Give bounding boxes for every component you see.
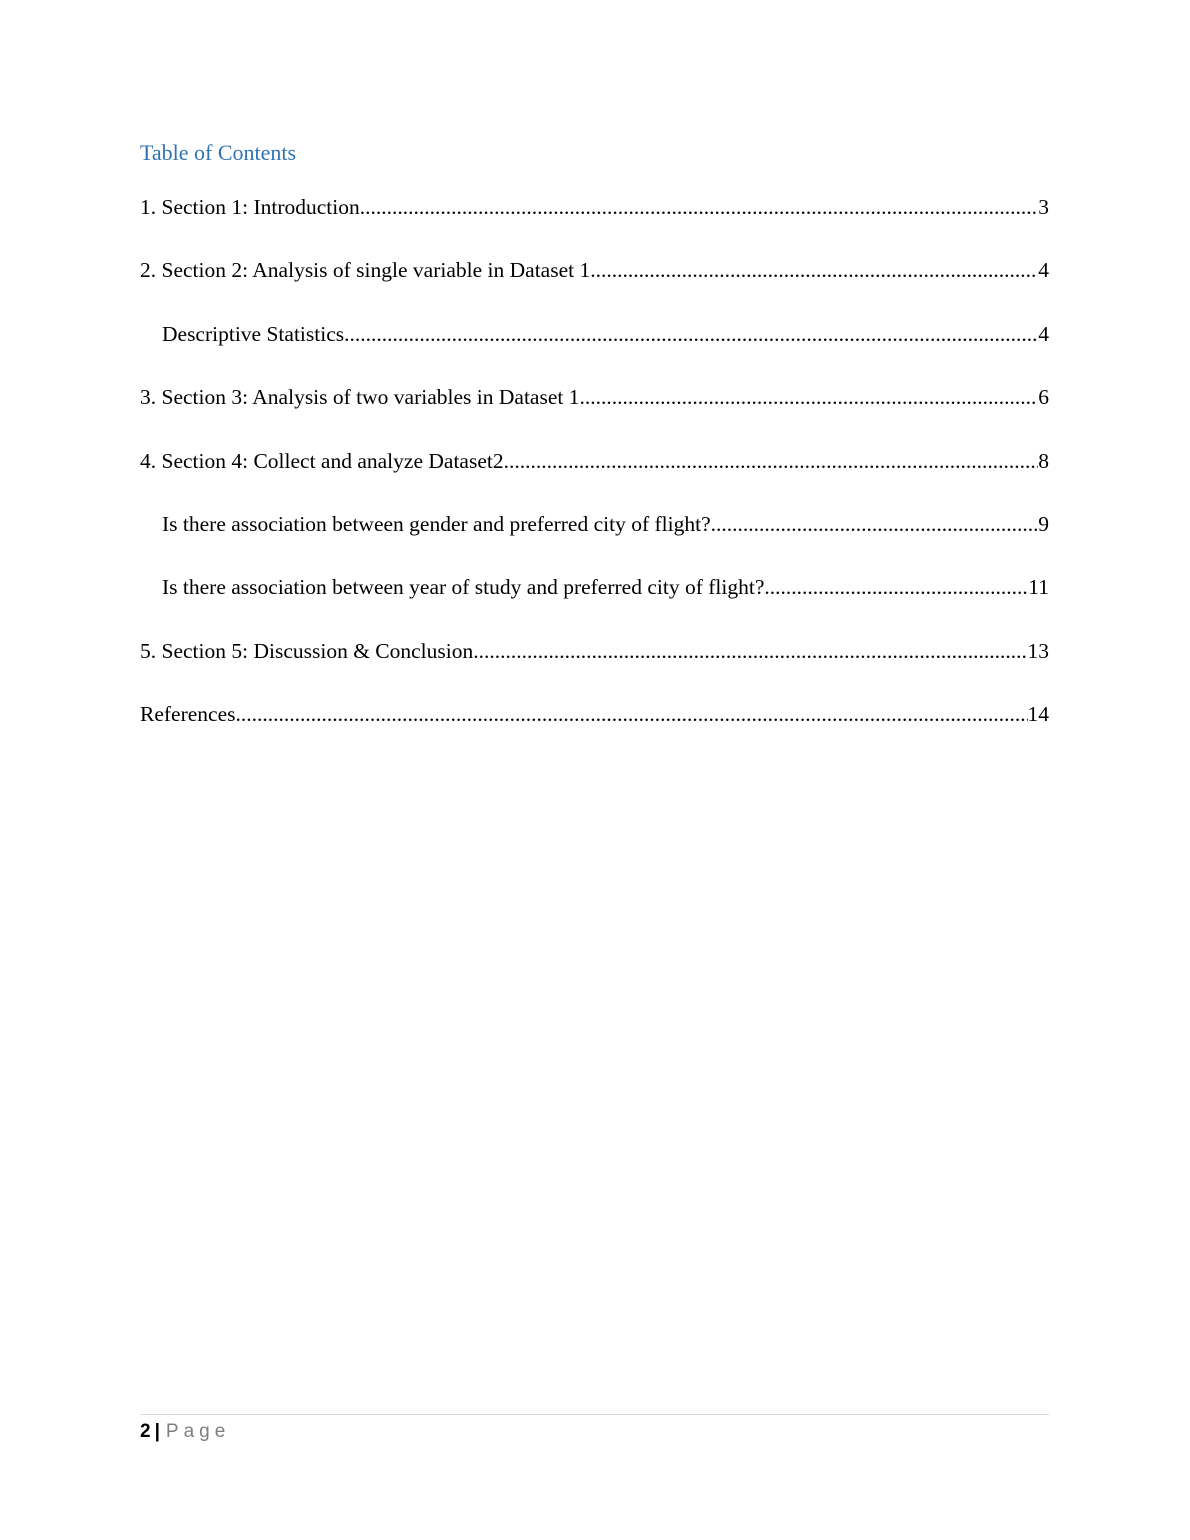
toc-entry-page: 14 bbox=[1027, 702, 1049, 727]
toc-dot-leader bbox=[590, 255, 1038, 285]
footer-page-number: 2 bbox=[140, 1421, 151, 1442]
footer-separator: | bbox=[154, 1421, 160, 1442]
toc-entry-label: 5. Section 5: Discussion & Conclusion bbox=[140, 638, 474, 663]
toc-entry-label: 4. Section 4: Collect and analyze Dataset2 bbox=[140, 448, 504, 473]
toc-entry-page: 8 bbox=[1038, 448, 1049, 473]
toc-dot-leader bbox=[236, 699, 1028, 729]
toc-entry-label: Is there association between gender and preferred city of flight? bbox=[162, 511, 711, 536]
toc-entry-page: 6 bbox=[1038, 385, 1049, 410]
toc-entry-page: 11 bbox=[1028, 575, 1049, 600]
toc-entry-label: 1. Section 1: Introduction bbox=[140, 195, 360, 219]
page-footer bbox=[140, 1414, 1049, 1445]
toc-dot-leader bbox=[473, 636, 1027, 666]
toc-entry-page: 3 bbox=[1038, 195, 1049, 219]
toc-entry-label: Descriptive Statistics bbox=[162, 321, 345, 346]
toc-entry-label: 3. Section 3: Analysis of two variables in Dataset 1 bbox=[140, 385, 580, 410]
toc-dot-leader bbox=[711, 509, 1039, 539]
toc-entry-page: 4 bbox=[1038, 258, 1049, 283]
toc-dot-leader bbox=[504, 446, 1039, 476]
toc-subentry[interactable] bbox=[140, 572, 1049, 635]
toc-heading: Table of Contents bbox=[140, 140, 297, 165]
toc-entry-label: Is there association between year of study and preferred city of flight? bbox=[162, 575, 765, 600]
toc-entry-label: 2. Section 2: Analysis of single variable in Dataset 1 bbox=[140, 258, 591, 283]
toc-dot-leader bbox=[360, 192, 1039, 222]
toc-entry[interactable] bbox=[140, 636, 1049, 699]
toc-entry[interactable] bbox=[140, 446, 1049, 509]
toc-subentry[interactable] bbox=[140, 509, 1049, 572]
toc-entry[interactable] bbox=[140, 192, 1049, 255]
footer-page-label: Page bbox=[165, 1421, 231, 1442]
toc-entry-label: References bbox=[140, 702, 236, 727]
toc-dot-leader bbox=[764, 572, 1028, 602]
toc-entry-page: 4 bbox=[1038, 321, 1049, 346]
toc-list bbox=[140, 192, 1049, 763]
toc-entry-page: 13 bbox=[1027, 638, 1049, 663]
toc-dot-leader bbox=[579, 382, 1038, 412]
toc-entry[interactable] bbox=[140, 382, 1049, 445]
toc-subentry[interactable] bbox=[140, 319, 1049, 382]
toc-entry[interactable] bbox=[140, 699, 1049, 762]
toc-entry-page: 9 bbox=[1038, 511, 1049, 536]
toc-dot-leader bbox=[344, 319, 1038, 349]
toc-entry[interactable] bbox=[140, 255, 1049, 318]
